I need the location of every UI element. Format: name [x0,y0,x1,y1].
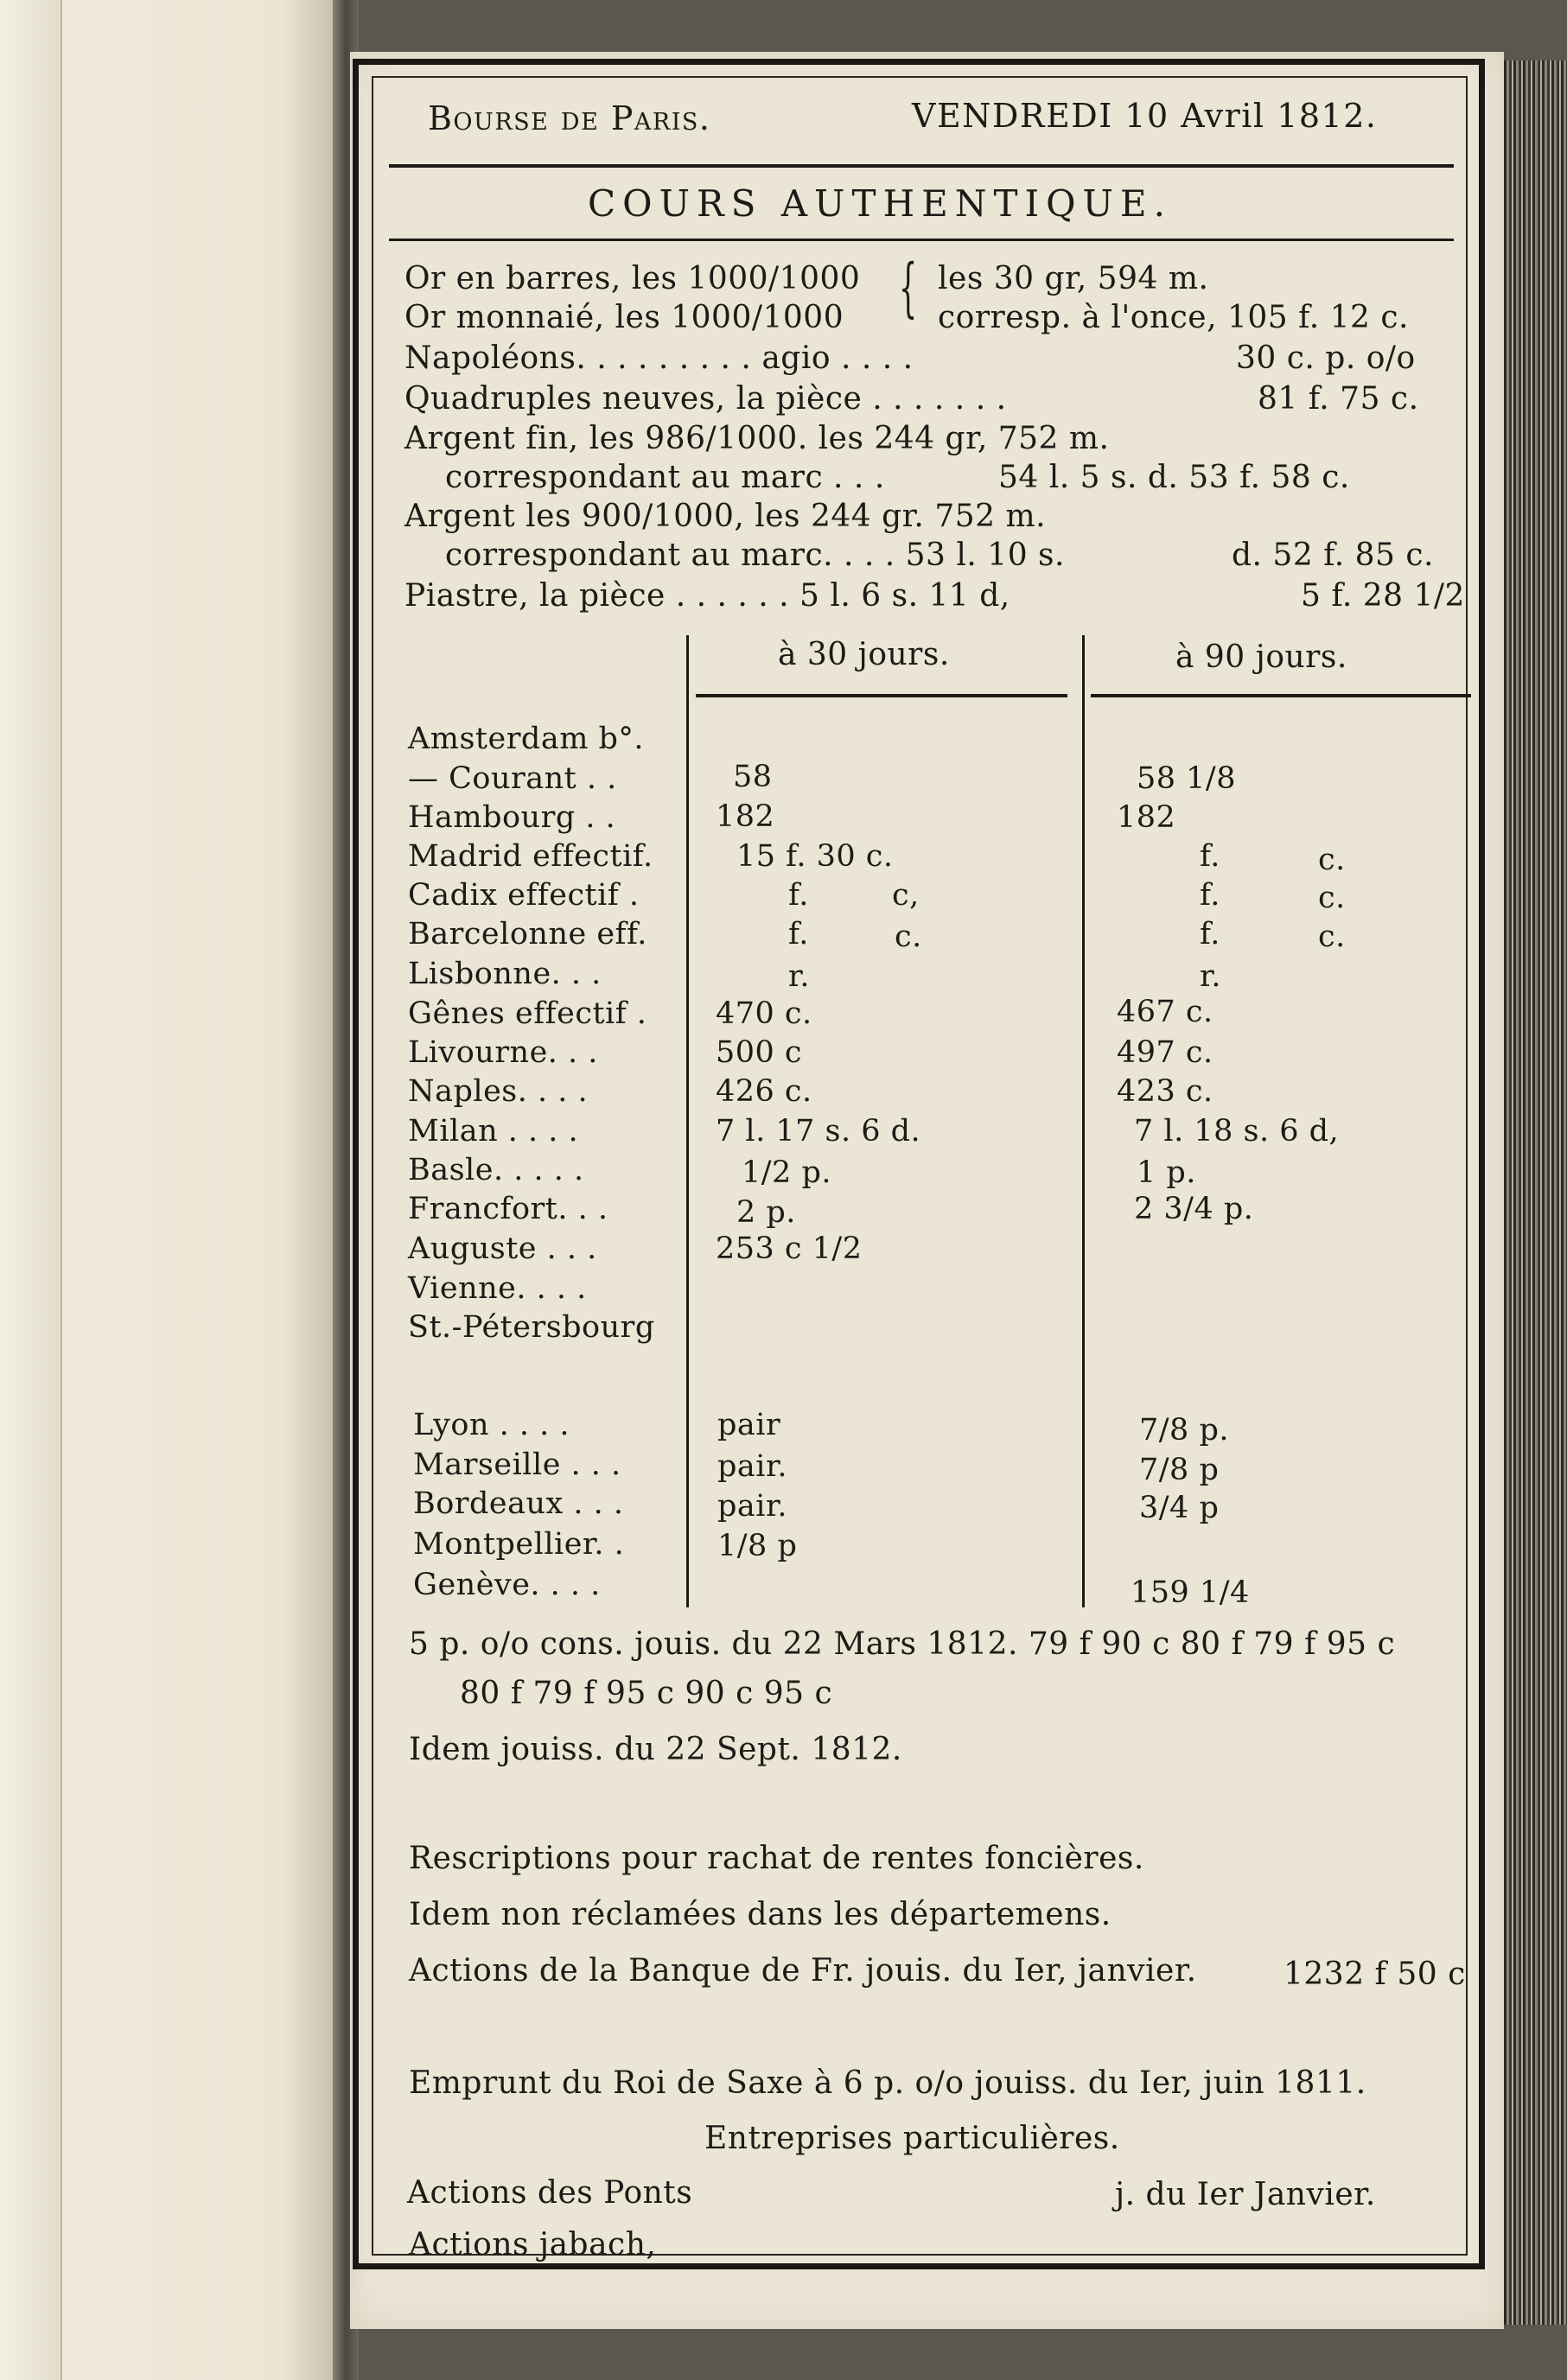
place-name: Naples. . . . [408,1074,589,1109]
place-name: Vienne. . . . [408,1271,587,1306]
page-title: COURS AUTHENTIQUE. [588,182,1172,225]
rentes-idem: Idem jouiss. du 22 Sept. 1812. [409,1732,902,1767]
idem-non-reclamees: Idem non réclamées dans les départemens. [409,1897,1112,1932]
rate-30: 470 c. [716,996,812,1031]
section-heading: Entreprises particulières. [704,2121,1120,2156]
metal-value: 5 f. 28 1/2 [1301,578,1465,614]
rate-90: 3/4 p [1139,1491,1220,1525]
rate-90-b: c. [1318,881,1346,915]
page-edges [1504,60,1567,2325]
place-name: St.-Pétersbourg [408,1310,655,1345]
left-page [0,0,333,2380]
rate-90: 7/8 p. [1139,1413,1229,1448]
actions-banque-value: 1232 f 50 c [1284,1957,1466,1992]
rate-90-b: c. [1318,843,1346,877]
metal-label: Argent fin, les 986/1000. les 244 gr, 752 m. [404,421,1110,456]
column-header-30: à 30 jours. [778,637,950,672]
emprunt-saxe: Emprunt du Roi de Saxe à 6 p. o/o jouiss. du Ier, juin 1811. [409,2065,1366,2101]
rate-90: 159 1/4 [1131,1575,1250,1610]
header-right: VENDREDI 10 Avril 1812. [912,97,1378,135]
cover-edge [0,0,62,2380]
place-name: Francfort. . . [408,1192,608,1226]
rate-90: 7/8 p [1139,1453,1220,1487]
place-name: Marseille . . . [413,1448,621,1482]
place-name: Lyon . . . . [413,1408,570,1442]
actions-banque: Actions de la Banque de Fr. jouis. du Ier, janvier. [409,1953,1197,1989]
place-name: Amsterdam b°. [408,722,645,756]
metal-label: Argent les 900/1000, les 244 gr. 752 m. [404,499,1047,534]
rate-90: f. [1200,917,1220,951]
rate-30: 7 l. 17 s. 6 d. [716,1114,921,1149]
place-name: Montpellier. . [413,1527,625,1562]
rate-90: 2 3/4 p. [1134,1192,1254,1226]
header-left: Bourse de Paris. [428,99,711,137]
actions-ponts-value: j. du Ier Janvier. [1115,2177,1376,2212]
place-name: Lisbonne. . . [408,957,602,991]
place-name: Milan . . . . [408,1114,579,1149]
rate-30: 1/8 p [717,1529,798,1563]
rate-30: pair. [717,1489,787,1524]
rate-30: pair [717,1408,781,1442]
place-name: Gênes effectif . [408,996,647,1031]
rate-30: 2 p. [736,1195,796,1230]
place-name: Livourne. . . [408,1035,598,1070]
rate-30: 182 [716,799,775,834]
place-name: Cadix effectif . [408,878,640,913]
rate-90: 423 c. [1117,1074,1213,1109]
header-rule [389,164,1454,168]
metal-label: Or en barres, les 1000/1000 [404,261,861,296]
rate-30: 1/2 p. [742,1155,831,1190]
rate-30: f. [788,917,809,951]
place-name: Auguste . . . [408,1231,597,1266]
rate-90: 497 c. [1117,1035,1213,1070]
metal-label: correspondant au marc. . . . 53 l. 10 s. [445,538,1065,573]
place-name: Hambourg . . [408,800,616,835]
rate-30: 253 c 1/2 [716,1231,863,1266]
column-divider [1082,635,1085,1607]
actions-ponts: Actions des Ponts [407,2175,693,2211]
rate-90: 467 c. [1117,995,1213,1029]
place-name: Bordeaux . . . [413,1486,624,1521]
metal-value: 54 l. 5 s. d. 53 f. 58 c. [998,460,1350,495]
metal-value: 30 c. p. o/o [1236,340,1416,376]
rate-30-b: c, [892,878,920,913]
place-name: Genève. . . . [413,1568,601,1602]
metal-label: Piastre, la pièce . . . . . . 5 l. 6 s. 11 d, [404,578,1010,614]
column-header-90: à 90 jours. [1175,640,1347,675]
metal-value: 81 f. 75 c. [1258,381,1419,417]
actions-jabach: Actions jabach, [409,2227,657,2262]
rate-30: 426 c. [716,1074,812,1109]
rate-30: 15 f. 30 c. [736,839,894,874]
rate-90: f. [1200,878,1220,913]
place-name: — Courant . . [408,761,617,796]
rate-30: f. [788,878,809,913]
place-name: Barcelonne eff. [408,917,647,951]
column-header-rule [696,694,1067,697]
rate-30-b: c. [895,920,922,954]
rate-90-b: c. [1318,920,1346,954]
place-name: Basle. . . . . [408,1153,584,1187]
rate-30: 58 [733,760,773,794]
metal-label: Napoléons. . . . . . . . . agio . . . . [404,340,914,376]
column-divider [686,635,689,1607]
column-header-rule [1091,694,1471,697]
metal-value: les 30 gr, 594 m. [938,261,1209,296]
rate-30: 500 c [716,1035,803,1070]
metal-value: corresp. à l'once, 105 f. 12 c. [938,300,1409,335]
rentes-line: 80 f 79 f 95 c 90 c 95 c [460,1676,833,1711]
metal-label: correspondant au marc . . . [445,460,885,495]
metal-label: Quadruples neuves, la pièce . . . . . . . [404,381,1007,417]
rate-30: pair. [717,1449,787,1484]
rate-90: f. [1200,839,1220,874]
rate-90: 182 [1117,800,1176,835]
rentes-line: 5 p. o/o cons. jouis. du 22 Mars 1812. 79 f 90 c 80 f 79 f 95 c [409,1626,1396,1662]
metal-label: Or monnaié, les 1000/1000 [404,300,844,335]
rate-90: 58 1/8 [1137,761,1236,796]
rate-90: r. [1200,959,1222,994]
title-rule [389,239,1454,241]
metal-value: d. 52 f. 85 c. [1232,538,1434,573]
brace-symbol: { [899,251,918,325]
rate-30: r. [788,959,811,994]
rate-90: 7 l. 18 s. 6 d, [1134,1114,1340,1149]
rate-90: 1 p. [1137,1155,1196,1190]
rescriptions: Rescriptions pour rachat de rentes foncières. [409,1841,1144,1876]
place-name: Madrid effectif. [408,839,653,874]
